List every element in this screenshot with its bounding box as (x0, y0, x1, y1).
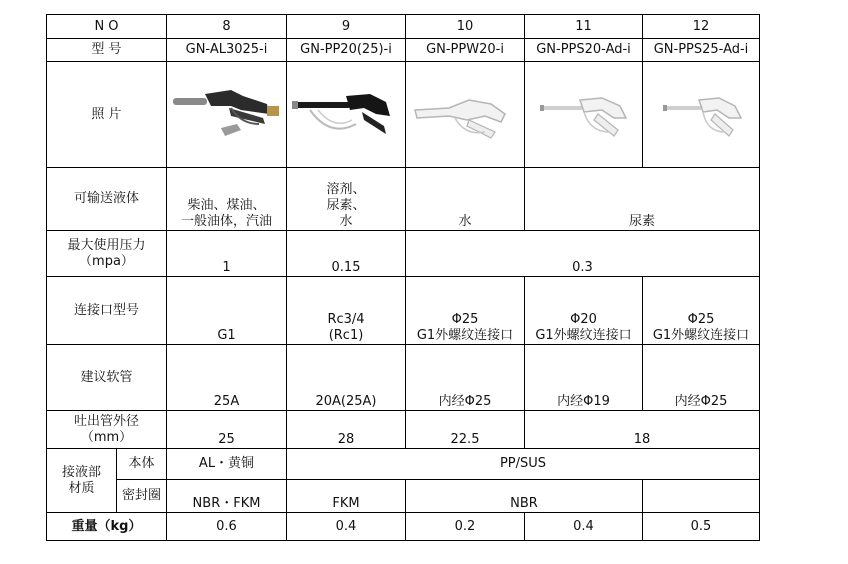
connection-8-line-1: G1 (217, 328, 236, 343)
liquid-11-12: 尿素 (525, 168, 760, 231)
model-8: GN-AL3025-i (167, 39, 287, 62)
material-label (47, 449, 117, 513)
hose-10: 内经Φ25 (406, 345, 525, 411)
pressure-10-12: 0.3 (406, 231, 760, 277)
photo-12 (643, 62, 760, 168)
connection-11-line-2: G1外螺纹连接口 (535, 328, 632, 343)
outlet-label-line-1: 吐出管外径 (73, 413, 139, 429)
connection-10-line-1: Φ25 (451, 312, 479, 327)
photo-label: 照 片 (47, 62, 167, 168)
pressure-label-line-1: 最大使用压力 (67, 237, 146, 253)
row-photo (47, 62, 760, 168)
pressure-8: 1 (167, 231, 287, 277)
material-body-8: AL・黄铜 (167, 449, 287, 480)
no-label: N O (47, 15, 167, 39)
liquid-label: 可输送液体 (47, 168, 167, 231)
liquid-9-line-1: 溶剂、 (326, 182, 366, 197)
connection-8 (167, 277, 287, 345)
connection-9-line-2: (Rc1) (328, 328, 364, 343)
connection-11-line-1: Φ20 (570, 312, 597, 327)
weight-8: 0.6 (167, 513, 287, 541)
material-label-line-2: 材质 (68, 480, 95, 496)
liquid-9-line-2: 尿素、 (326, 198, 366, 213)
spec-table (46, 14, 760, 541)
row-material-seal (47, 480, 760, 513)
photo-8 (167, 62, 287, 168)
row-hose (47, 345, 760, 411)
liquid-10: 水 (406, 168, 525, 231)
model-9: GN-PP20(25)-i (287, 39, 406, 62)
aluminum-nozzle-icon (171, 80, 283, 150)
outlet-11-12: 18 (525, 411, 760, 449)
liquid-8 (167, 168, 287, 231)
no-12: 12 (643, 15, 760, 39)
connection-10 (406, 277, 525, 345)
model-label: 型 号 (47, 39, 167, 62)
photo-9 (287, 62, 406, 168)
material-body-9-12: PP/SUS (287, 449, 760, 480)
material-label-line-1: 接液部 (61, 464, 101, 480)
pressure-9: 0.15 (287, 231, 406, 277)
row-outlet (47, 411, 760, 449)
row-liquid (47, 168, 760, 231)
weight-label: 重量（kg） (47, 513, 167, 541)
connection-9 (287, 277, 406, 345)
weight-11: 0.4 (525, 513, 643, 541)
liquid-9-line-3: 水 (339, 214, 353, 229)
connection-10-line-2: G1外螺纹连接口 (416, 328, 514, 343)
photo-10 (406, 62, 525, 168)
liquid-9 (287, 168, 406, 231)
connection-12 (643, 277, 760, 345)
row-connection (47, 277, 760, 345)
pressure-label-line-2: （mpa） (79, 253, 134, 269)
outlet-label-line-2: （mm） (80, 429, 133, 445)
connection-11 (525, 277, 643, 345)
row-material-body (47, 449, 760, 480)
weight-10: 0.2 (406, 513, 525, 541)
material-body-label: 本体 (117, 449, 167, 480)
connection-12-line-2: G1外螺纹连接口 (652, 328, 750, 343)
row-no (47, 15, 760, 39)
model-11: GN-PPS20-Ad-i (525, 39, 643, 62)
photo-11 (525, 62, 643, 168)
white-nozzle-icon (409, 80, 521, 150)
model-12: GN-PPS25-Ad-i (643, 39, 760, 62)
material-seal-12 (643, 480, 760, 513)
row-pressure (47, 231, 760, 277)
no-11: 11 (525, 15, 643, 39)
pressure-label (47, 231, 167, 277)
liquid-8-line-1: 柴油、煤油、 (187, 198, 266, 213)
row-model (47, 39, 760, 62)
no-9: 9 (287, 15, 406, 39)
weight-9: 0.4 (287, 513, 406, 541)
outlet-label (47, 411, 167, 449)
liquid-8-line-2: 一般油体，汽油 (180, 214, 272, 229)
white-nozzle-icon (645, 80, 757, 150)
connection-9-line-1: Rc3/4 (327, 312, 365, 327)
no-10: 10 (406, 15, 525, 39)
hose-label: 建议软管 (47, 345, 167, 411)
weight-12: 0.5 (643, 513, 760, 541)
row-weight (47, 513, 760, 541)
outlet-9: 28 (287, 411, 406, 449)
black-plastic-nozzle-icon (290, 80, 402, 150)
outlet-8: 25 (167, 411, 287, 449)
material-seal-label: 密封圈 (117, 480, 167, 513)
no-8: 8 (167, 15, 287, 39)
material-seal-10-11: NBR (406, 480, 643, 513)
model-10: GN-PPW20-i (406, 39, 525, 62)
connection-label: 连接口型号 (47, 277, 167, 345)
hose-12: 内经Φ25 (643, 345, 760, 411)
material-seal-8: NBR・FKM (167, 480, 287, 513)
connection-12-line-1: Φ25 (687, 312, 715, 327)
outlet-10: 22.5 (406, 411, 525, 449)
hose-8: 25A (167, 345, 287, 411)
hose-11: 内经Φ19 (525, 345, 643, 411)
material-seal-9: FKM (287, 480, 406, 513)
hose-9: 20A(25A) (287, 345, 406, 411)
white-nozzle-icon (528, 80, 640, 150)
